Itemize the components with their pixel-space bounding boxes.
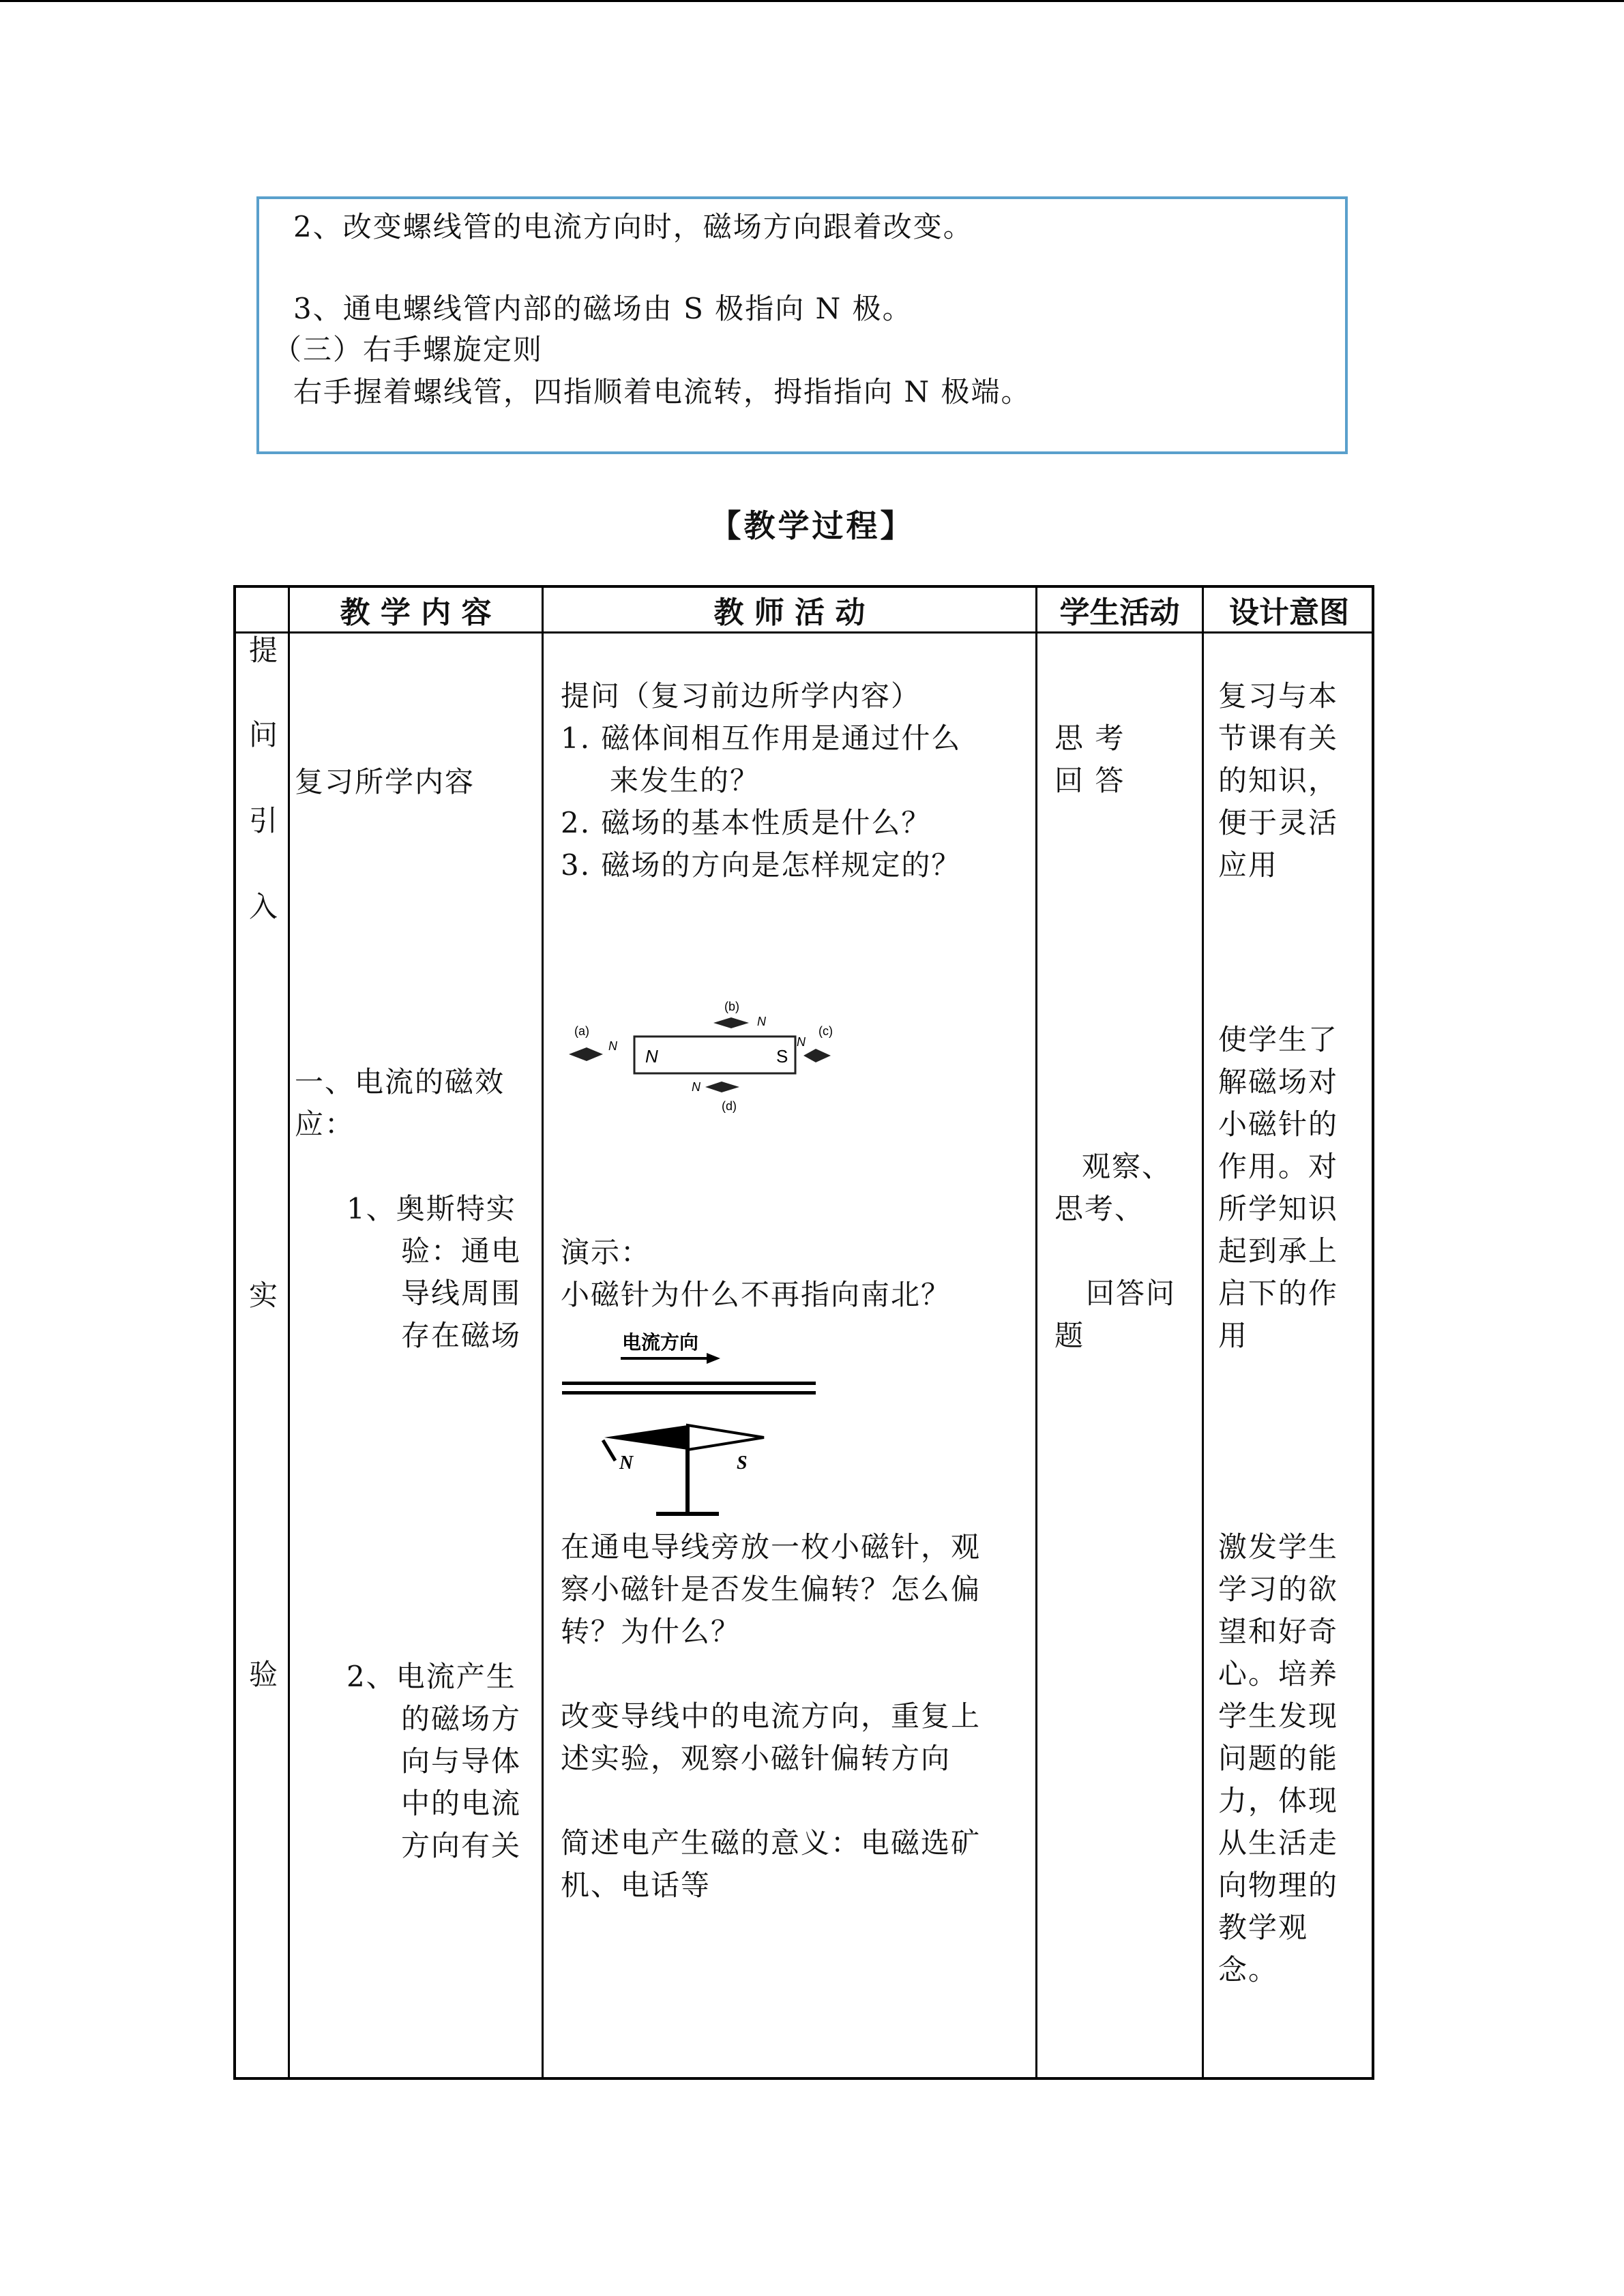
intent-line: 用 [1218,1319,1249,1352]
current-arrow-head [707,1353,720,1364]
teacher-line: 2. 磁场的基本性质是什么？ [561,806,932,839]
stage-char: 实 [248,1279,278,1312]
intent-line: 学生发现 [1218,1699,1339,1733]
header-student: 学生活动 [1059,595,1180,630]
needle-c-n: N [797,1035,806,1049]
needle-d-n: N [692,1080,700,1094]
summary-line-2: 3、通电螺线管内部的磁场由 S 极指向 N 极。 [293,292,913,325]
intent-line: 望和好奇 [1218,1615,1339,1648]
content-line: 向与导体 [401,1744,522,1778]
teacher-line: 提问（复习前边所学内容） [561,679,921,713]
teacher-line: 演示： [561,1236,651,1269]
intent-line: 解磁场对 [1218,1065,1339,1099]
stage-char: 问 [248,718,278,751]
intent-line: 的知识， [1218,764,1339,797]
wire-needle-figure [561,1324,833,1522]
table-divider [1202,588,1204,2077]
stage-char: 验 [248,1658,278,1691]
current-direction-label: 电流方向 [622,1331,699,1354]
intent-line: 教学观 [1218,1911,1309,1944]
stage-char: 入 [248,890,278,923]
needle-a [569,1024,618,1061]
student-line: 思考、 [1054,1192,1145,1225]
table-divider [542,588,544,2077]
lesson-table [233,585,1374,2080]
intent-line: 应用 [1218,848,1279,882]
intent-line: 向物理的 [1218,1868,1339,1902]
needle-north-half [604,1425,688,1450]
content-line: 存在磁场 [401,1319,522,1352]
magnet-n-label: N [645,1046,658,1067]
wire-bottom [562,1391,816,1395]
intent-line: 小磁针的 [1218,1107,1339,1141]
page-top-rule [0,0,1624,2]
needle-s-label: S [737,1452,748,1474]
bar-magnet-outline [634,1037,795,1073]
teacher-line: 述实验，观察小磁针偏转方向 [561,1742,951,1775]
header-intent: 设计意图 [1229,595,1349,630]
intent-line: 便于灵活 [1218,806,1339,839]
summary-line-1: 2、改变螺线管的电流方向时，磁场方向跟着改变。 [293,210,973,243]
intent-line: 作用。对 [1218,1150,1339,1183]
summary-line-3: （三）右手螺旋定则 [273,333,544,366]
teacher-line: 简述电产生磁的意义：电磁选矿 [561,1826,981,1860]
teacher-line: 在通电导线旁放一枚小磁针，观 [561,1530,981,1564]
section-title: 【教学过程】 [709,507,915,544]
needle-b [713,1001,767,1028]
teacher-line: 小磁针为什么不再指向南北？ [561,1278,951,1311]
content-line: 验：通电 [401,1234,522,1268]
content-line: 1、奥斯特实 [346,1192,516,1225]
intent-line: 启下的作 [1218,1277,1339,1310]
content-line: 中的电流 [401,1787,522,1820]
needle-a-n: N [608,1039,617,1053]
content-line: 导线周围 [401,1277,522,1310]
stage-char: 提 [248,633,278,667]
teacher-line: 机、电话等 [561,1868,711,1902]
intent-line: 从生活走 [1218,1826,1339,1860]
summary-line-4: 右手握着螺线管，四指顺着电流转，拇指指向 N 极端。 [293,375,1031,408]
needle-b-n: N [757,1015,766,1028]
teacher-line: 来发生的？ [610,764,761,797]
student-line: 观察、 [1082,1150,1172,1183]
needle-c [797,1024,833,1062]
teacher-line: 察小磁针是否发生偏转？怎么偏 [561,1572,981,1606]
needle-b-label: (b) [724,1001,739,1013]
needle-c-label: (c) [818,1024,833,1038]
intent-line: 节课有关 [1218,721,1339,755]
table-divider [1035,588,1037,2077]
teacher-line: 1. 磁体间相互作用是通过什么 [561,721,962,755]
content-review: 复习所学内容 [295,765,475,799]
student-line: 回答问 [1086,1277,1177,1310]
needle-d-label: (d) [722,1099,737,1113]
intent-line: 问题的能 [1218,1742,1339,1775]
intent-line: 使学生了 [1218,1023,1339,1056]
content-line: 2、电流产生 [346,1660,516,1693]
summary-box [256,196,1348,454]
content-line: 方向有关 [401,1829,522,1862]
content-line: 应： [295,1107,355,1141]
needle-a-label: (a) [574,1024,589,1038]
teacher-line: 改变导线中的电流方向，重复上 [561,1699,981,1733]
table-header-rule [236,631,1372,633]
intent-line: 念。 [1218,1953,1279,1986]
stage-char: 引 [248,804,278,837]
intent-line: 复习与本 [1218,679,1339,713]
intent-line: 心。培养 [1218,1657,1339,1690]
content-line: 一、电流的磁效 [295,1065,505,1099]
needle-tick-mark [603,1440,615,1461]
teacher-line: 转？为什么？ [561,1615,741,1648]
intent-line: 激发学生 [1218,1530,1339,1564]
student-line: 思 考 [1054,721,1125,755]
header-teacher: 教 师 活 动 [713,595,866,630]
intent-line: 起到承上 [1218,1234,1339,1268]
student-line: 回 答 [1054,764,1125,797]
student-line: 题 [1054,1319,1085,1352]
needle-d [692,1080,739,1113]
intent-line: 学习的欲 [1218,1572,1339,1606]
needle-south-half [688,1425,764,1450]
teacher-line: 3. 磁场的方向是怎样规定的？ [561,848,962,882]
intent-line: 所学知识 [1218,1192,1339,1225]
intent-line: 力，体现 [1218,1784,1339,1817]
content-line: 的磁场方 [401,1702,522,1735]
magnet-s-label: S [776,1046,788,1067]
magnet-needles-figure [561,1001,833,1117]
header-content: 教 学 内 容 [340,595,492,630]
needle-n-label: N [619,1452,634,1474]
wire-top [562,1382,816,1385]
